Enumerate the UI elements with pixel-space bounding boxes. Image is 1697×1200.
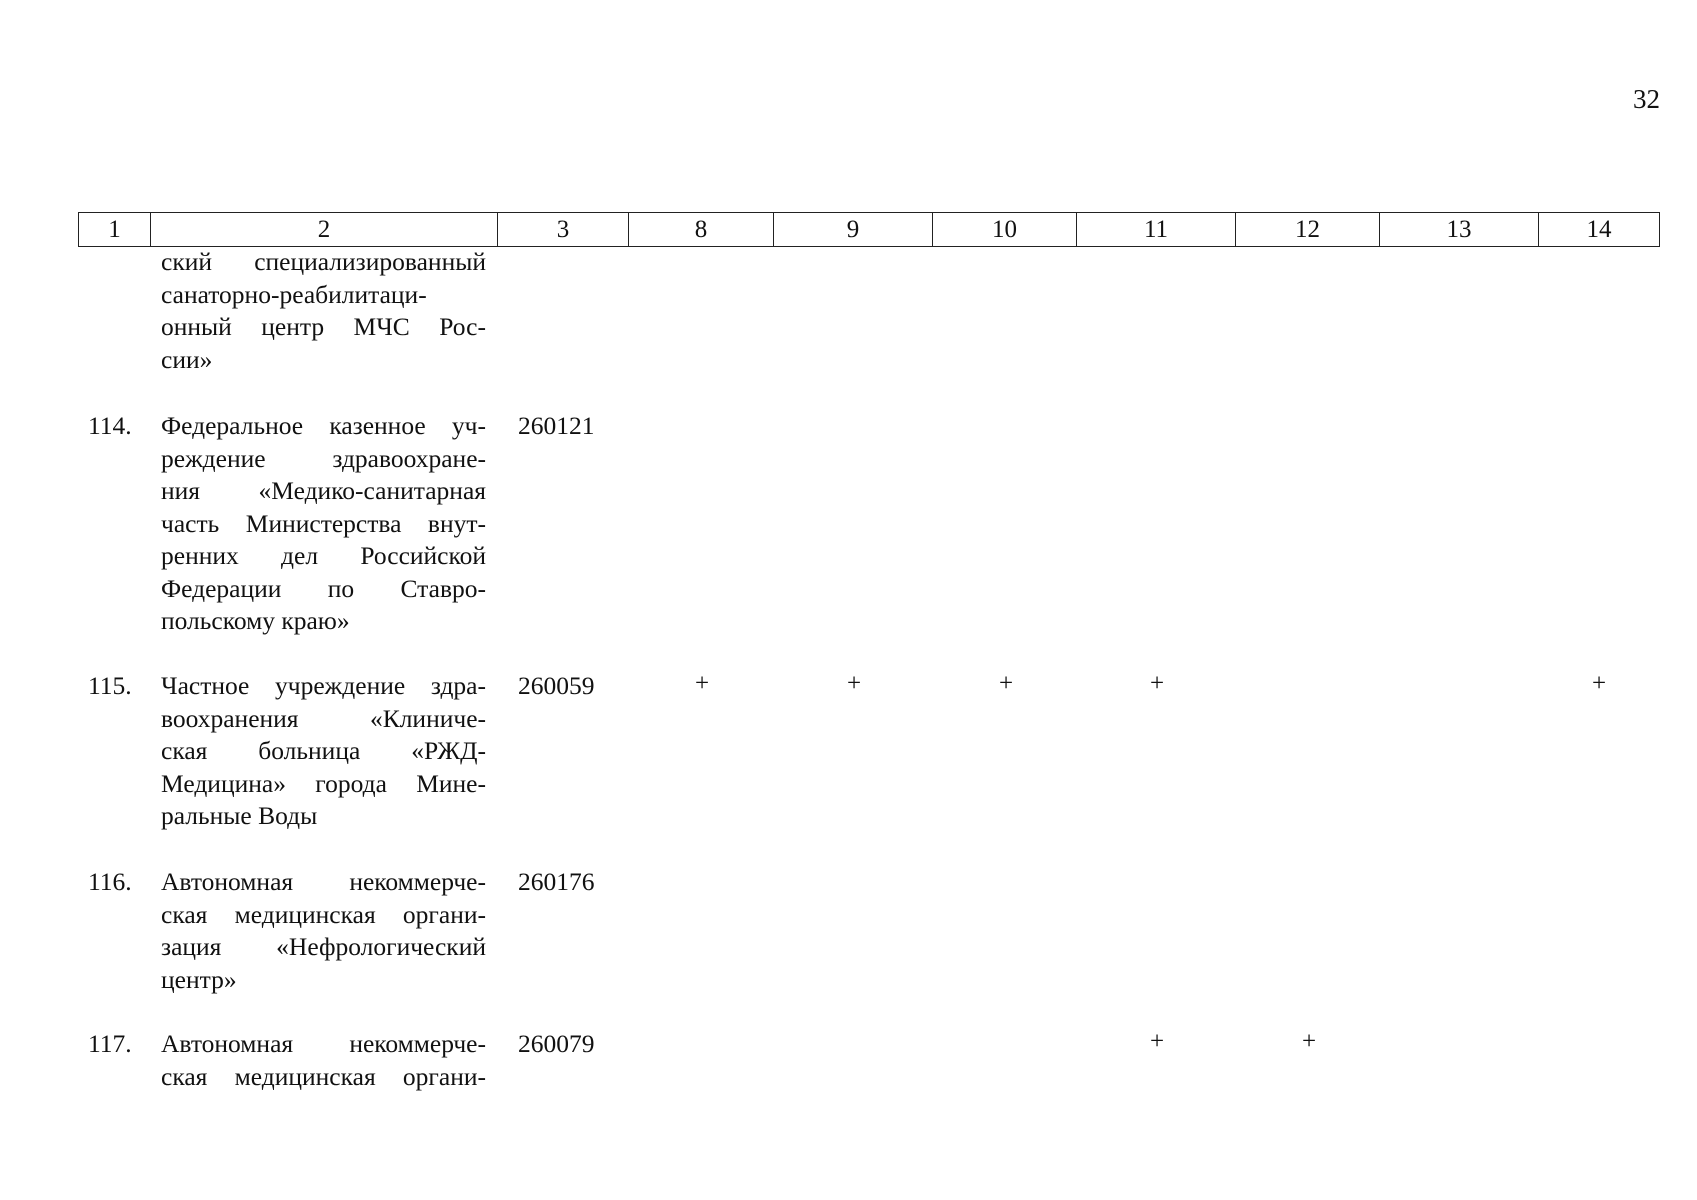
name-line: сии» bbox=[161, 344, 213, 374]
name-line: ренних дел Российской bbox=[161, 541, 486, 570]
header-cell-3: 3 bbox=[497, 213, 628, 246]
header-cell-9: 9 bbox=[773, 213, 932, 246]
mark-col-10: + bbox=[998, 670, 1014, 697]
name-line: часть Министерства внут- bbox=[161, 508, 486, 538]
name-line: Медицина» города Мине- bbox=[161, 768, 486, 798]
name-line: онный центр МЧС Рос- bbox=[161, 312, 486, 341]
header-cell-10: 10 bbox=[932, 213, 1076, 246]
name-line: санаторно-реабилитаци- bbox=[161, 279, 427, 309]
header-cell-8: 8 bbox=[628, 213, 773, 246]
organization-code: 260079 bbox=[518, 1029, 595, 1058]
mark-col-11: + bbox=[1149, 1028, 1165, 1055]
organization-name bbox=[161, 246, 486, 376]
row-number: 116. bbox=[88, 867, 132, 896]
mark-col-8: + bbox=[694, 670, 710, 697]
organization-code: 260121 bbox=[518, 411, 595, 440]
organization-name bbox=[161, 866, 486, 996]
header-cell-1: 1 bbox=[78, 213, 150, 246]
name-line: Автономная некоммерче- bbox=[161, 867, 486, 896]
name-line: ская медицинская органи- bbox=[161, 1061, 486, 1091]
name-line: Федерации по Ставро- bbox=[161, 573, 486, 603]
name-line: ская больница «РЖД- bbox=[161, 736, 486, 765]
header-cell-11: 11 bbox=[1076, 213, 1235, 246]
name-line: ская медицинская органи- bbox=[161, 899, 486, 929]
name-line: воохранения «Клиниче- bbox=[161, 703, 486, 733]
table-header-row bbox=[78, 212, 1660, 247]
name-line: Частное учреждение здра- bbox=[161, 671, 486, 700]
mark-col-14: + bbox=[1591, 670, 1607, 697]
organization-name bbox=[161, 1028, 486, 1093]
mark-col-9: + bbox=[846, 670, 862, 697]
name-line: Автономная некоммерче- bbox=[161, 1029, 486, 1058]
row-number: 114. bbox=[88, 411, 132, 440]
name-line: ский специализированный bbox=[161, 247, 486, 276]
page-number: 32 bbox=[1633, 84, 1660, 114]
header-cell-2: 2 bbox=[150, 213, 497, 246]
mark-col-11: + bbox=[1149, 670, 1165, 697]
header-cell-12: 12 bbox=[1235, 213, 1379, 246]
row-number: 115. bbox=[88, 671, 132, 700]
organization-code: 260059 bbox=[518, 671, 595, 700]
row-number: 117. bbox=[88, 1029, 132, 1058]
header-cell-14: 14 bbox=[1538, 213, 1660, 246]
organization-code: 260176 bbox=[518, 867, 595, 896]
name-line: центр» bbox=[161, 964, 237, 994]
mark-col-12: + bbox=[1301, 1028, 1317, 1055]
name-line: реждение здравоохране- bbox=[161, 443, 486, 473]
organization-name bbox=[161, 410, 486, 638]
header-cell-13: 13 bbox=[1379, 213, 1538, 246]
name-line: ния «Медико-санитарная bbox=[161, 476, 486, 505]
organization-name bbox=[161, 670, 486, 833]
name-line: зация «Нефрологический bbox=[161, 932, 486, 961]
name-line: польскому краю» bbox=[161, 606, 350, 635]
name-line: ральные Воды bbox=[161, 801, 318, 830]
name-line: Федеральное казенное уч- bbox=[161, 411, 486, 440]
